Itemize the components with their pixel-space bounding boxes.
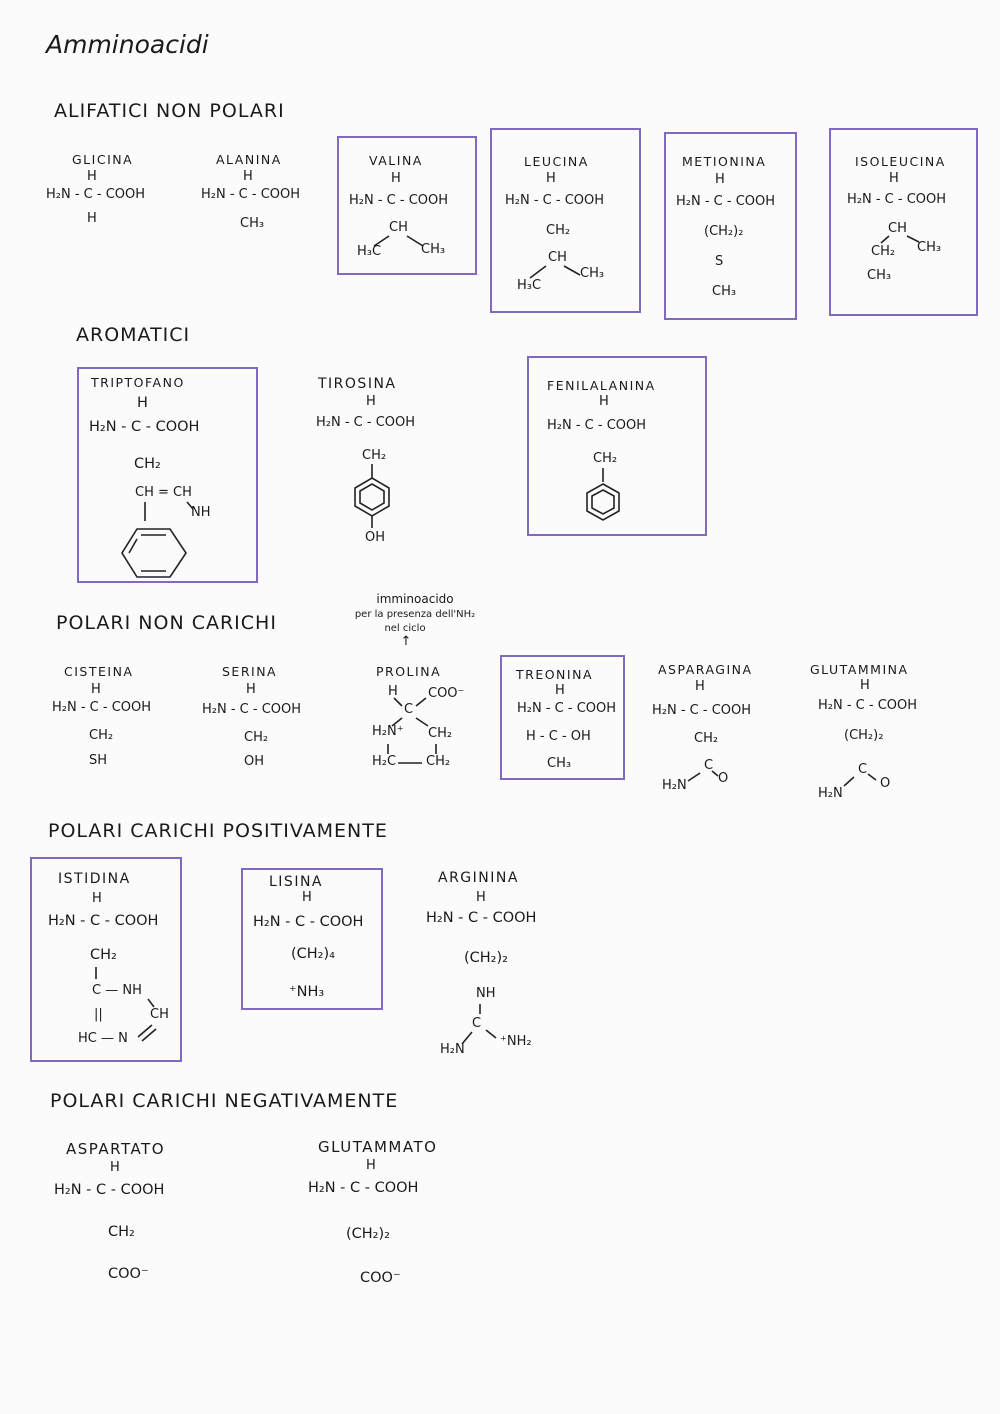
backbone: H₂N - C - COOH bbox=[517, 701, 617, 716]
ch-group: CH bbox=[888, 221, 907, 236]
card-aspartato bbox=[50, 1136, 210, 1296]
carboxylate: COO⁻ bbox=[428, 686, 465, 701]
card-glutammato bbox=[304, 1134, 474, 1304]
backbone: H₂N - C - COOH bbox=[652, 703, 752, 718]
alpha-h: H bbox=[860, 678, 870, 693]
backbone: H₂N - C - COOH bbox=[89, 419, 200, 435]
phenol-ring bbox=[310, 372, 450, 552]
ch2-group: CH₂ bbox=[546, 223, 571, 238]
alpha-h: H bbox=[137, 395, 148, 411]
amide-nh2: H₂N bbox=[818, 786, 843, 801]
amide-nh2: H₂N bbox=[662, 778, 687, 793]
bond-lines bbox=[806, 658, 946, 803]
guanidino-carbon: C bbox=[472, 1016, 482, 1031]
card-istidina bbox=[30, 857, 182, 1062]
phenyl-ring bbox=[529, 358, 709, 538]
alpha-h: H bbox=[366, 1158, 376, 1173]
amide-oxygen: O bbox=[880, 776, 891, 791]
bond-lines bbox=[32, 859, 184, 1064]
section-heading-polar-positive: POLARI CARICHI POSITIVAMENTE bbox=[48, 820, 388, 842]
amino-acid-name: FENILALANINA bbox=[547, 378, 656, 393]
backbone: H₂N - C - COOH bbox=[308, 1180, 419, 1196]
carboxylate: COO⁻ bbox=[360, 1270, 401, 1286]
amino-acid-name: TREONINA bbox=[516, 667, 593, 682]
card-metionina bbox=[664, 132, 797, 320]
imidazole-double-bond: || bbox=[94, 1007, 103, 1022]
amino-acid-name: GLUTAMMINA bbox=[810, 662, 909, 677]
ch-group: CH bbox=[548, 250, 567, 265]
amino-acid-name: ALANINA bbox=[216, 152, 282, 167]
amino-acid-name: ASPARTATO bbox=[66, 1140, 166, 1158]
imidazole-ch: CH bbox=[150, 1007, 169, 1022]
ch2-2-group: (CH₂)₂ bbox=[464, 950, 508, 966]
backbone: H₂N - C - COOH bbox=[46, 187, 146, 202]
backbone: H₂N - C - COOH bbox=[505, 193, 605, 208]
card-triptofano bbox=[77, 367, 258, 583]
ch2-group: CH₂ bbox=[108, 1224, 135, 1240]
ch-double-ch: CH = CH bbox=[135, 485, 192, 500]
alpha-h: H bbox=[695, 679, 705, 694]
amide-oxygen: O bbox=[718, 771, 729, 786]
amino-acid-name: ISTIDINA bbox=[58, 871, 131, 887]
card-asparagina bbox=[648, 658, 778, 798]
ch-group: CH bbox=[389, 220, 408, 235]
amino-acid-name: GLUTAMMATO bbox=[318, 1138, 438, 1156]
methyl-left: H₃C bbox=[517, 278, 542, 293]
backbone: H₂N - C - COOH bbox=[818, 698, 918, 713]
alpha-h: H bbox=[92, 891, 102, 906]
prolina-note-line2: per la presenza dell'NH₂ bbox=[354, 609, 476, 620]
alpha-h: H bbox=[715, 172, 725, 187]
alpha-h: H bbox=[246, 682, 256, 697]
sulfur: S bbox=[715, 254, 724, 269]
section-heading-polar-negative: POLARI CARICHI NEGATIVAMENTE bbox=[50, 1090, 399, 1112]
section-heading-aliphatic: ALIFATICI NON POLARI bbox=[54, 100, 285, 122]
ch2-4-group: (CH₂)₄ bbox=[291, 946, 335, 962]
amino-acid-name: TIROSINA bbox=[318, 376, 397, 392]
card-isoleucina bbox=[829, 128, 978, 316]
amino-acid-name: CISTEINA bbox=[64, 664, 134, 679]
ch2-group: CH₂ bbox=[362, 448, 387, 463]
card-valina bbox=[337, 136, 477, 275]
methyl-right: CH₃ bbox=[421, 242, 446, 257]
ch2-group: CH₂ bbox=[694, 731, 719, 746]
ring-nh2-plus: H₂N⁺ bbox=[372, 724, 404, 739]
ch2-group: CH₂ bbox=[90, 947, 117, 963]
prolina-note-arrow: ↑ bbox=[400, 634, 412, 649]
backbone: H₂N - C - COOH bbox=[201, 187, 301, 202]
alpha-h: H bbox=[91, 682, 101, 697]
imidazole-top: C — NH bbox=[92, 983, 142, 998]
amino-acid-name: ARGININA bbox=[438, 870, 519, 886]
methyl: CH₃ bbox=[712, 284, 737, 299]
card-arginina bbox=[420, 866, 570, 1066]
hydroxyl: OH bbox=[365, 530, 386, 545]
card-serina bbox=[196, 660, 316, 770]
bond-lines bbox=[648, 658, 778, 798]
bond-lines bbox=[831, 130, 980, 318]
ch2-group: CH₂ bbox=[89, 728, 114, 743]
alpha-h: H bbox=[889, 171, 899, 186]
ch2-group: CH₂ bbox=[134, 456, 161, 472]
alpha-h: H bbox=[391, 171, 401, 186]
ch2-group: CH₂ bbox=[871, 244, 896, 259]
amino-acid-name: LISINA bbox=[269, 874, 323, 890]
thiol: SH bbox=[89, 753, 108, 768]
amino-acid-name: METIONINA bbox=[682, 154, 767, 169]
amino-acid-name: VALINA bbox=[369, 153, 423, 168]
methyl-left: H₃C bbox=[357, 244, 382, 259]
hydroxyl: OH bbox=[244, 754, 265, 769]
amino-acid-name: TRIPTOFANO bbox=[91, 375, 185, 390]
ch2-2-group: (CH₂)₂ bbox=[346, 1226, 390, 1242]
alpha-h: H bbox=[388, 684, 398, 699]
ring-ch2-bottom-left: H₂C bbox=[372, 754, 397, 769]
ch2-2-group: (CH₂)₂ bbox=[704, 224, 744, 239]
section-heading-polar-uncharged: POLARI NON CARICHI bbox=[56, 612, 277, 634]
guanidino-nh2: H₂N bbox=[440, 1042, 465, 1057]
card-treonina bbox=[500, 655, 625, 780]
alpha-h: H bbox=[243, 169, 253, 184]
alpha-h: H bbox=[546, 171, 556, 186]
amino-acid-name: SERINA bbox=[222, 664, 278, 679]
amino-acid-name: GLICINA bbox=[72, 152, 134, 167]
alpha-h: H bbox=[87, 169, 97, 184]
carboxylate: COO⁻ bbox=[108, 1266, 149, 1282]
prolina-note-line1: imminoacido bbox=[376, 592, 454, 606]
alpha-h: H bbox=[555, 683, 565, 698]
amide-carbon: C bbox=[858, 762, 868, 777]
amino-acid-name: PROLINA bbox=[376, 664, 442, 679]
ammonium: ⁺NH₃ bbox=[289, 984, 325, 1000]
ch2-group: CH₂ bbox=[593, 451, 618, 466]
card-prolina bbox=[366, 660, 486, 775]
card-lisina bbox=[241, 868, 383, 1010]
imidazole-bottom: HC — N bbox=[78, 1031, 128, 1046]
prolina-note-line3: nel ciclo bbox=[384, 623, 426, 634]
alpha-carbon: C bbox=[404, 702, 414, 717]
amide-carbon: C bbox=[704, 758, 714, 773]
card-leucina bbox=[490, 128, 641, 313]
methyl: CH₃ bbox=[547, 756, 572, 771]
amino-acid-name: ASPARAGINA bbox=[658, 662, 753, 677]
amino-acid-name: LEUCINA bbox=[524, 154, 589, 169]
bond-lines bbox=[492, 130, 643, 315]
ring-ch2-bottom-right: CH₂ bbox=[426, 754, 451, 769]
backbone: H₂N - C - COOH bbox=[52, 700, 152, 715]
ch2-group: CH₂ bbox=[244, 730, 269, 745]
guanidino-nh2-plus: ⁺NH₂ bbox=[500, 1034, 532, 1049]
card-fenilalanina bbox=[527, 356, 707, 536]
methyl-right: CH₃ bbox=[917, 240, 942, 255]
backbone: H₂N - C - COOH bbox=[676, 194, 776, 209]
beta-carbon: H - C - OH bbox=[526, 729, 591, 744]
side-chain: CH₃ bbox=[240, 216, 265, 231]
ring-ch2-right: CH₂ bbox=[428, 726, 453, 741]
page-title: Amminoacidi bbox=[46, 30, 209, 59]
backbone: H₂N - C - COOH bbox=[316, 415, 416, 430]
guanidino-nh: NH bbox=[476, 986, 496, 1001]
backbone: H₂N - C - COOH bbox=[349, 193, 449, 208]
backbone: H₂N - C - COOH bbox=[48, 913, 159, 929]
indole-ring bbox=[79, 369, 260, 585]
backbone: H₂N - C - COOH bbox=[547, 418, 647, 433]
alpha-h: H bbox=[599, 394, 609, 409]
card-alanina bbox=[196, 148, 316, 238]
backbone: H₂N - C - COOH bbox=[426, 910, 537, 926]
side-chain: H bbox=[87, 211, 97, 226]
methyl-right: CH₃ bbox=[580, 266, 605, 281]
bond-lines bbox=[420, 866, 570, 1066]
card-cisteina bbox=[48, 660, 168, 770]
alpha-h: H bbox=[366, 394, 376, 409]
nh-group: NH bbox=[191, 505, 211, 520]
alpha-h: H bbox=[476, 890, 486, 905]
section-heading-aromatic: AROMATICI bbox=[76, 324, 191, 346]
alpha-h: H bbox=[110, 1160, 120, 1175]
alpha-h: H bbox=[302, 890, 312, 905]
card-glicina bbox=[42, 148, 162, 233]
card-tirosina bbox=[310, 372, 450, 552]
backbone: H₂N - C - COOH bbox=[847, 192, 947, 207]
methyl-bottom: CH₃ bbox=[867, 268, 892, 283]
card-glutammina bbox=[806, 658, 946, 803]
backbone: H₂N - C - COOH bbox=[202, 702, 302, 717]
backbone: H₂N - C - COOH bbox=[54, 1182, 165, 1198]
amino-acid-name: ISOLEUCINA bbox=[855, 154, 946, 169]
ch2-2-group: (CH₂)₂ bbox=[844, 728, 884, 743]
backbone: H₂N - C - COOH bbox=[253, 914, 364, 930]
